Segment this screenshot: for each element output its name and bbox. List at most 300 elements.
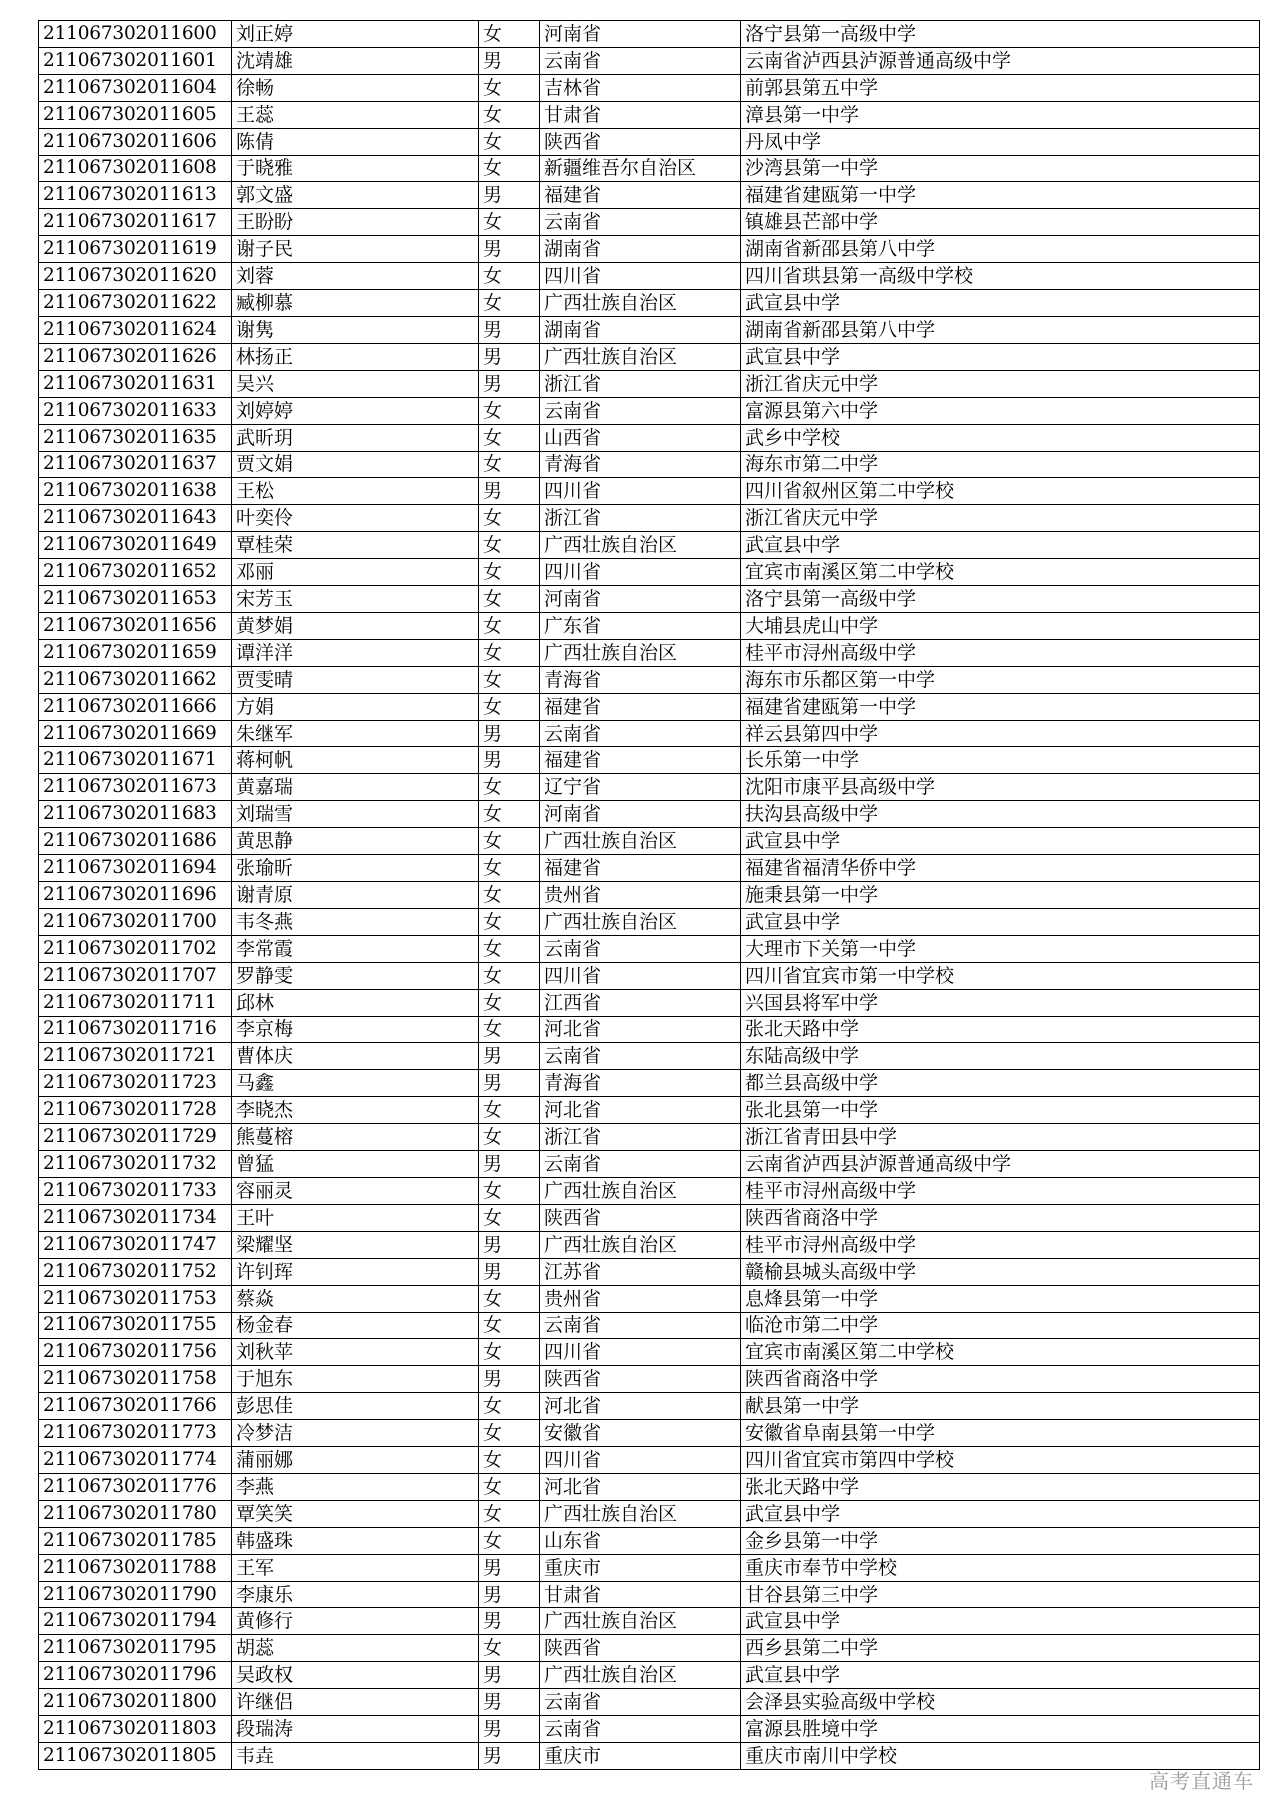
province-cell: 云南省 <box>540 1312 741 1339</box>
gender-cell: 女 <box>479 1339 540 1366</box>
table-row <box>39 1554 1260 1581</box>
province-cell: 山东省 <box>540 1527 741 1554</box>
school-cell: 沈阳市康平县高级中学 <box>741 774 1260 801</box>
province-cell: 广西壮族自治区 <box>540 532 741 559</box>
exam-id-cell: 211067302011700 <box>39 908 232 935</box>
name-cell: 许钊珲 <box>232 1258 479 1285</box>
exam-id-cell: 211067302011653 <box>39 586 232 613</box>
exam-id-cell: 211067302011795 <box>39 1635 232 1662</box>
exam-id-cell: 211067302011805 <box>39 1743 232 1770</box>
province-cell: 云南省 <box>540 935 741 962</box>
school-cell: 武宣县中学 <box>741 1500 1260 1527</box>
name-cell: 杨金春 <box>232 1312 479 1339</box>
exam-id-cell: 211067302011729 <box>39 1124 232 1151</box>
school-cell: 桂平市浔州高级中学 <box>741 1231 1260 1258</box>
province-cell: 河北省 <box>540 1097 741 1124</box>
province-cell: 河南省 <box>540 586 741 613</box>
gender-cell: 女 <box>479 155 540 182</box>
table-row <box>39 801 1260 828</box>
name-cell: 梁耀坚 <box>232 1231 479 1258</box>
province-cell: 甘肃省 <box>540 1581 741 1608</box>
gender-cell: 女 <box>479 559 540 586</box>
school-cell: 湖南省新邵县第八中学 <box>741 316 1260 343</box>
exam-id-cell: 211067302011683 <box>39 801 232 828</box>
province-cell: 浙江省 <box>540 505 741 532</box>
table-row <box>39 1312 1260 1339</box>
school-cell: 洛宁县第一高级中学 <box>741 586 1260 613</box>
exam-id-cell: 211067302011796 <box>39 1662 232 1689</box>
gender-cell: 女 <box>479 1393 540 1420</box>
exam-id-cell: 211067302011716 <box>39 1016 232 1043</box>
province-cell: 重庆市 <box>540 1743 741 1770</box>
exam-id-cell: 211067302011773 <box>39 1420 232 1447</box>
school-cell: 金乡县第一中学 <box>741 1527 1260 1554</box>
gender-cell: 男 <box>479 1151 540 1178</box>
exam-id-cell: 211067302011601 <box>39 47 232 74</box>
gender-cell: 女 <box>479 1635 540 1662</box>
gender-cell: 女 <box>479 828 540 855</box>
name-cell: 邱林 <box>232 989 479 1016</box>
exam-id-cell: 211067302011620 <box>39 263 232 290</box>
province-cell: 福建省 <box>540 693 741 720</box>
province-cell: 广西壮族自治区 <box>540 1662 741 1689</box>
province-cell: 贵州省 <box>540 1285 741 1312</box>
exam-id-cell: 211067302011721 <box>39 1043 232 1070</box>
table-row <box>39 397 1260 424</box>
school-cell: 宜宾市南溪区第二中学校 <box>741 1339 1260 1366</box>
province-cell: 广西壮族自治区 <box>540 1608 741 1635</box>
school-cell: 祥云县第四中学 <box>741 720 1260 747</box>
exam-id-cell: 211067302011600 <box>39 21 232 48</box>
province-cell: 陕西省 <box>540 1635 741 1662</box>
name-cell: 蔡焱 <box>232 1285 479 1312</box>
school-cell: 云南省泸西县泸源普通高级中学 <box>741 47 1260 74</box>
province-cell: 安徽省 <box>540 1420 741 1447</box>
table-row <box>39 693 1260 720</box>
exam-id-cell: 211067302011613 <box>39 182 232 209</box>
school-cell: 富源县胜境中学 <box>741 1716 1260 1743</box>
table-row <box>39 1662 1260 1689</box>
province-cell: 陕西省 <box>540 128 741 155</box>
name-cell: 贾雯晴 <box>232 666 479 693</box>
gender-cell: 女 <box>479 1312 540 1339</box>
school-cell: 会泽县实验高级中学校 <box>741 1689 1260 1716</box>
school-cell: 浙江省青田县中学 <box>741 1124 1260 1151</box>
school-cell: 宜宾市南溪区第二中学校 <box>741 559 1260 586</box>
table-row <box>39 1689 1260 1716</box>
school-cell: 安徽省阜南县第一中学 <box>741 1420 1260 1447</box>
gender-cell: 女 <box>479 1420 540 1447</box>
province-cell: 云南省 <box>540 1689 741 1716</box>
table-row <box>39 1151 1260 1178</box>
table-row <box>39 1581 1260 1608</box>
table-row <box>39 236 1260 263</box>
table-row <box>39 1366 1260 1393</box>
name-cell: 宋芳玉 <box>232 586 479 613</box>
gender-cell: 男 <box>479 1716 540 1743</box>
gender-cell: 男 <box>479 747 540 774</box>
exam-id-cell: 211067302011728 <box>39 1097 232 1124</box>
province-cell: 福建省 <box>540 747 741 774</box>
school-cell: 武宣县中学 <box>741 1662 1260 1689</box>
table-row <box>39 612 1260 639</box>
table-row <box>39 47 1260 74</box>
exam-id-cell: 211067302011631 <box>39 370 232 397</box>
gender-cell: 女 <box>479 21 540 48</box>
school-cell: 漳县第一中学 <box>741 101 1260 128</box>
name-cell: 林扬正 <box>232 343 479 370</box>
province-cell: 河南省 <box>540 801 741 828</box>
gender-cell: 男 <box>479 1258 540 1285</box>
name-cell: 王松 <box>232 478 479 505</box>
name-cell: 覃桂荣 <box>232 532 479 559</box>
school-cell: 赣榆县城头高级中学 <box>741 1258 1260 1285</box>
school-cell: 福建省建瓯第一中学 <box>741 182 1260 209</box>
table-row <box>39 908 1260 935</box>
table-row <box>39 263 1260 290</box>
gender-cell: 男 <box>479 1070 540 1097</box>
table-row <box>39 1473 1260 1500</box>
name-cell: 李晓杰 <box>232 1097 479 1124</box>
name-cell: 许继侣 <box>232 1689 479 1716</box>
name-cell: 武昕玥 <box>232 424 479 451</box>
province-cell: 四川省 <box>540 1339 741 1366</box>
table-row <box>39 1635 1260 1662</box>
exam-id-cell: 211067302011638 <box>39 478 232 505</box>
name-cell: 刘婷婷 <box>232 397 479 424</box>
province-cell: 河南省 <box>540 21 741 48</box>
name-cell: 马鑫 <box>232 1070 479 1097</box>
gender-cell: 女 <box>479 1177 540 1204</box>
school-cell: 云南省泸西县泸源普通高级中学 <box>741 1151 1260 1178</box>
name-cell: 王叶 <box>232 1204 479 1231</box>
school-cell: 西乡县第二中学 <box>741 1635 1260 1662</box>
gender-cell: 女 <box>479 1016 540 1043</box>
table-row <box>39 559 1260 586</box>
school-cell: 兴国县将军中学 <box>741 989 1260 1016</box>
gender-cell: 女 <box>479 128 540 155</box>
name-cell: 邓丽 <box>232 559 479 586</box>
table-row <box>39 1070 1260 1097</box>
name-cell: 刘正婷 <box>232 21 479 48</box>
province-cell: 广西壮族自治区 <box>540 343 741 370</box>
school-cell: 浙江省庆元中学 <box>741 505 1260 532</box>
gender-cell: 女 <box>479 693 540 720</box>
table-row <box>39 451 1260 478</box>
province-cell: 浙江省 <box>540 1124 741 1151</box>
gender-cell: 女 <box>479 586 540 613</box>
school-cell: 重庆市奉节中学校 <box>741 1554 1260 1581</box>
province-cell: 广东省 <box>540 612 741 639</box>
gender-cell: 男 <box>479 370 540 397</box>
school-cell: 桂平市浔州高级中学 <box>741 1177 1260 1204</box>
province-cell: 湖南省 <box>540 236 741 263</box>
name-cell: 李康乐 <box>232 1581 479 1608</box>
admission-list-table <box>38 20 1260 1770</box>
exam-id-cell: 211067302011673 <box>39 774 232 801</box>
school-cell: 献县第一中学 <box>741 1393 1260 1420</box>
gender-cell: 男 <box>479 1366 540 1393</box>
gender-cell: 男 <box>479 1662 540 1689</box>
name-cell: 朱继军 <box>232 720 479 747</box>
table-row <box>39 478 1260 505</box>
exam-id-cell: 211067302011605 <box>39 101 232 128</box>
name-cell: 韦冬燕 <box>232 908 479 935</box>
table-row <box>39 1177 1260 1204</box>
name-cell: 段瑞涛 <box>232 1716 479 1743</box>
name-cell: 徐畅 <box>232 74 479 101</box>
exam-id-cell: 211067302011755 <box>39 1312 232 1339</box>
gender-cell: 女 <box>479 935 540 962</box>
exam-id-cell: 211067302011752 <box>39 1258 232 1285</box>
province-cell: 河北省 <box>540 1393 741 1420</box>
school-cell: 四川省宜宾市第一中学校 <box>741 962 1260 989</box>
name-cell: 黄思静 <box>232 828 479 855</box>
province-cell: 青海省 <box>540 451 741 478</box>
exam-id-cell: 211067302011696 <box>39 882 232 909</box>
name-cell: 沈靖雄 <box>232 47 479 74</box>
school-cell: 丹凤中学 <box>741 128 1260 155</box>
name-cell: 覃笑笑 <box>232 1500 479 1527</box>
province-cell: 云南省 <box>540 209 741 236</box>
gender-cell: 女 <box>479 290 540 317</box>
exam-id-cell: 211067302011694 <box>39 855 232 882</box>
gender-cell: 男 <box>479 1581 540 1608</box>
school-cell: 张北县第一中学 <box>741 1097 1260 1124</box>
exam-id-cell: 211067302011707 <box>39 962 232 989</box>
name-cell: 黄修行 <box>232 1608 479 1635</box>
province-cell: 陕西省 <box>540 1204 741 1231</box>
table-row <box>39 74 1260 101</box>
name-cell: 王蕊 <box>232 101 479 128</box>
table-row <box>39 855 1260 882</box>
province-cell: 云南省 <box>540 720 741 747</box>
school-cell: 息烽县第一中学 <box>741 1285 1260 1312</box>
gender-cell: 男 <box>479 316 540 343</box>
table-row <box>39 962 1260 989</box>
gender-cell: 男 <box>479 182 540 209</box>
gender-cell: 女 <box>479 74 540 101</box>
school-cell: 前郭县第五中学 <box>741 74 1260 101</box>
gender-cell: 女 <box>479 882 540 909</box>
table-row <box>39 101 1260 128</box>
name-cell: 冷梦洁 <box>232 1420 479 1447</box>
table-row <box>39 1258 1260 1285</box>
exam-id-cell: 211067302011766 <box>39 1393 232 1420</box>
exam-id-cell: 211067302011785 <box>39 1527 232 1554</box>
school-cell: 重庆市南川中学校 <box>741 1743 1260 1770</box>
gender-cell: 女 <box>479 397 540 424</box>
gender-cell: 男 <box>479 236 540 263</box>
province-cell: 河北省 <box>540 1016 741 1043</box>
exam-id-cell: 211067302011803 <box>39 1716 232 1743</box>
school-cell: 四川省宜宾市第四中学校 <box>741 1447 1260 1474</box>
province-cell: 辽宁省 <box>540 774 741 801</box>
school-cell: 浙江省庆元中学 <box>741 370 1260 397</box>
province-cell: 广西壮族自治区 <box>540 290 741 317</box>
exam-id-cell: 211067302011788 <box>39 1554 232 1581</box>
school-cell: 武乡中学校 <box>741 424 1260 451</box>
province-cell: 广西壮族自治区 <box>540 1231 741 1258</box>
exam-id-cell: 211067302011635 <box>39 424 232 451</box>
table-row <box>39 505 1260 532</box>
exam-id-cell: 211067302011711 <box>39 989 232 1016</box>
table-row <box>39 1285 1260 1312</box>
name-cell: 谭洋洋 <box>232 639 479 666</box>
gender-cell: 男 <box>479 1043 540 1070</box>
exam-id-cell: 211067302011800 <box>39 1689 232 1716</box>
gender-cell: 女 <box>479 1527 540 1554</box>
exam-id-cell: 211067302011758 <box>39 1366 232 1393</box>
table-row <box>39 747 1260 774</box>
name-cell: 彭思佳 <box>232 1393 479 1420</box>
school-cell: 长乐第一中学 <box>741 747 1260 774</box>
table-row <box>39 989 1260 1016</box>
exam-id-cell: 211067302011604 <box>39 74 232 101</box>
gender-cell: 女 <box>479 855 540 882</box>
province-cell: 福建省 <box>540 855 741 882</box>
school-cell: 武宣县中学 <box>741 343 1260 370</box>
table-row <box>39 1393 1260 1420</box>
gender-cell: 男 <box>479 1743 540 1770</box>
gender-cell: 女 <box>479 1473 540 1500</box>
school-cell: 福建省福清华侨中学 <box>741 855 1260 882</box>
name-cell: 罗静雯 <box>232 962 479 989</box>
admission-list-body <box>39 21 1260 1770</box>
watermark: 高考直通车 <box>1149 1769 1254 1793</box>
name-cell: 韩盛珠 <box>232 1527 479 1554</box>
school-cell: 洛宁县第一高级中学 <box>741 21 1260 48</box>
school-cell: 陕西省商洛中学 <box>741 1204 1260 1231</box>
exam-id-cell: 211067302011656 <box>39 612 232 639</box>
table-row <box>39 774 1260 801</box>
table-row <box>39 1043 1260 1070</box>
name-cell: 蒲丽娜 <box>232 1447 479 1474</box>
table-row <box>39 128 1260 155</box>
gender-cell: 女 <box>479 666 540 693</box>
table-row <box>39 1716 1260 1743</box>
table-row <box>39 1447 1260 1474</box>
province-cell: 江苏省 <box>540 1258 741 1285</box>
table-row <box>39 1016 1260 1043</box>
table-row <box>39 1420 1260 1447</box>
school-cell: 四川省叙州区第二中学校 <box>741 478 1260 505</box>
exam-id-cell: 211067302011671 <box>39 747 232 774</box>
gender-cell: 男 <box>479 1689 540 1716</box>
gender-cell: 女 <box>479 505 540 532</box>
gender-cell: 女 <box>479 774 540 801</box>
gender-cell: 女 <box>479 1500 540 1527</box>
province-cell: 四川省 <box>540 962 741 989</box>
gender-cell: 女 <box>479 532 540 559</box>
table-row <box>39 639 1260 666</box>
school-cell: 东陆高级中学 <box>741 1043 1260 1070</box>
table-row <box>39 828 1260 855</box>
gender-cell: 男 <box>479 478 540 505</box>
exam-id-cell: 211067302011649 <box>39 532 232 559</box>
gender-cell: 男 <box>479 1554 540 1581</box>
province-cell: 云南省 <box>540 1151 741 1178</box>
name-cell: 张瑜昕 <box>232 855 479 882</box>
exam-id-cell: 211067302011723 <box>39 1070 232 1097</box>
table-row <box>39 1231 1260 1258</box>
province-cell: 福建省 <box>540 182 741 209</box>
gender-cell: 女 <box>479 1285 540 1312</box>
province-cell: 河北省 <box>540 1473 741 1500</box>
school-cell: 沙湾县第一中学 <box>741 155 1260 182</box>
province-cell: 新疆维吾尔自治区 <box>540 155 741 182</box>
table-row <box>39 21 1260 48</box>
province-cell: 四川省 <box>540 263 741 290</box>
school-cell: 镇雄县芒部中学 <box>741 209 1260 236</box>
table-row <box>39 424 1260 451</box>
name-cell: 李京梅 <box>232 1016 479 1043</box>
gender-cell: 男 <box>479 343 540 370</box>
name-cell: 叶奕伶 <box>232 505 479 532</box>
province-cell: 云南省 <box>540 1716 741 1743</box>
exam-id-cell: 211067302011776 <box>39 1473 232 1500</box>
name-cell: 曹体庆 <box>232 1043 479 1070</box>
name-cell: 李常霞 <box>232 935 479 962</box>
exam-id-cell: 211067302011702 <box>39 935 232 962</box>
name-cell: 蒋柯帆 <box>232 747 479 774</box>
name-cell: 刘秋苹 <box>232 1339 479 1366</box>
name-cell: 贾文娟 <box>232 451 479 478</box>
table-row <box>39 1743 1260 1770</box>
gender-cell: 女 <box>479 424 540 451</box>
school-cell: 临沧市第二中学 <box>741 1312 1260 1339</box>
school-cell: 扶沟县高级中学 <box>741 801 1260 828</box>
school-cell: 福建省建瓯第一中学 <box>741 693 1260 720</box>
name-cell: 胡蕊 <box>232 1635 479 1662</box>
province-cell: 四川省 <box>540 559 741 586</box>
exam-id-cell: 211067302011606 <box>39 128 232 155</box>
school-cell: 富源县第六中学 <box>741 397 1260 424</box>
province-cell: 浙江省 <box>540 370 741 397</box>
exam-id-cell: 211067302011624 <box>39 316 232 343</box>
province-cell: 云南省 <box>540 1043 741 1070</box>
name-cell: 陈倩 <box>232 128 479 155</box>
exam-id-cell: 211067302011626 <box>39 343 232 370</box>
gender-cell: 女 <box>479 801 540 828</box>
school-cell: 桂平市浔州高级中学 <box>741 639 1260 666</box>
exam-id-cell: 211067302011652 <box>39 559 232 586</box>
table-row <box>39 343 1260 370</box>
table-row <box>39 720 1260 747</box>
province-cell: 江西省 <box>540 989 741 1016</box>
gender-cell: 男 <box>479 720 540 747</box>
province-cell: 云南省 <box>540 397 741 424</box>
province-cell: 云南省 <box>540 47 741 74</box>
gender-cell: 女 <box>479 908 540 935</box>
school-cell: 陕西省商洛中学 <box>741 1366 1260 1393</box>
school-cell: 张北天路中学 <box>741 1473 1260 1500</box>
gender-cell: 女 <box>479 101 540 128</box>
name-cell: 王盼盼 <box>232 209 479 236</box>
province-cell: 重庆市 <box>540 1554 741 1581</box>
gender-cell: 女 <box>479 451 540 478</box>
province-cell: 四川省 <box>540 478 741 505</box>
exam-id-cell: 211067302011622 <box>39 290 232 317</box>
name-cell: 黄嘉瑞 <box>232 774 479 801</box>
table-row <box>39 1204 1260 1231</box>
gender-cell: 男 <box>479 1231 540 1258</box>
gender-cell: 男 <box>479 47 540 74</box>
name-cell: 方娟 <box>232 693 479 720</box>
name-cell: 刘瑞雪 <box>232 801 479 828</box>
gender-cell: 女 <box>479 639 540 666</box>
exam-id-cell: 211067302011794 <box>39 1608 232 1635</box>
